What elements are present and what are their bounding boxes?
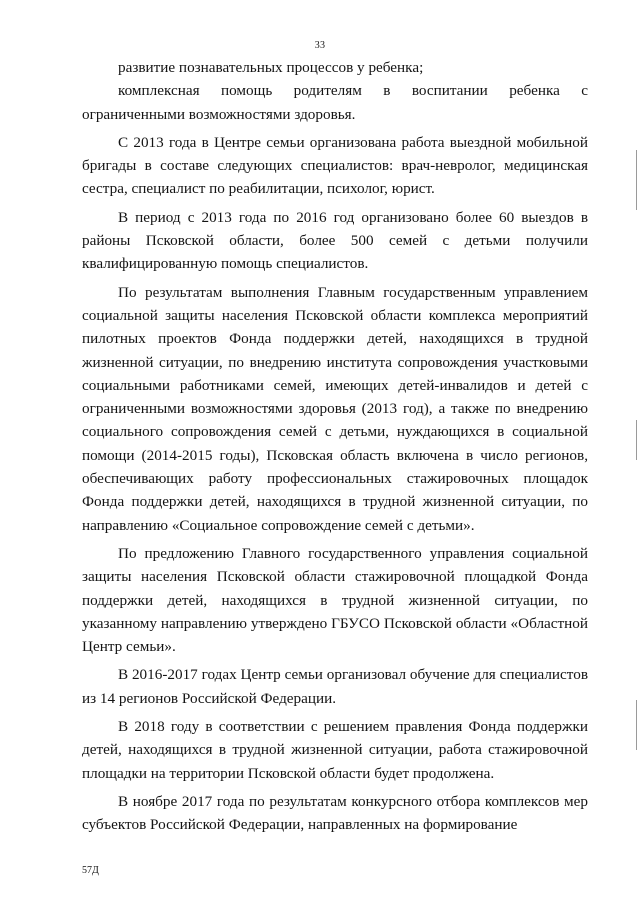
footer-code: 57Д: [82, 865, 99, 876]
paragraph: По предложению Главного государственного управления социальной защиты населения Псковской области стажировочной площадкой Фонда поддержки детей, находящихся в трудной жизненной ситуации, по указанному направлению утверждено ГБУСО Псковской области «Областной Центр семьи».: [82, 544, 588, 656]
scan-edge-mark: [636, 420, 637, 460]
page-number: 33: [314, 40, 326, 51]
document-body: [82, 56, 588, 842]
paragraph: С 2013 года в Центре семьи организована работа выездной мобильной бригады в составе следующих специалистов: врач-невролог, медицинская сестра, специалист по реабилитации, психолог, юрист.: [82, 133, 588, 198]
paragraph: В 2016-2017 годах Центр семьи организовал обучение для специалистов из 14 регионов Российской Федерации.: [82, 666, 588, 707]
scan-edge-mark: [636, 700, 637, 750]
scan-edge-mark: [636, 150, 637, 210]
paragraph: развитие познавательных процессов у ребенка;: [118, 59, 424, 76]
paragraph: По результатам выполнения Главным государственным управлением социальной защиты населения Псковской области комплекса мероприятий пилотных проектов Фонда поддержки детей, находящихся в трудной жизненной ситуации, по внедрению института сопровождения участковыми социальными работниками семей, имеющих детей-инвалидов и детей с ограниченными возможностями здоровья (2013 год), а также по внедрению социального сопровождения семей с детьми, нуждающихся в социальной помощи (2014-2015 годы), Псковская область включена в число регионов, обеспечивающих работу профессиональных стажировочных площадок Фонда поддержки детей, находящихся в трудной жизненной ситуации, по направлению «Социальное сопровождение семей с детьми».: [82, 283, 588, 534]
paragraph: В ноябре 2017 года по результатам конкурсного отбора комплексов мер субъектов Российской Федерации, направленных на формирование: [82, 792, 588, 834]
paragraph: В период с 2013 года по 2016 год организовано более 60 выездов в районы Псковской области, более 500 семей с детьми получили квалифицированную помощь специалистов.: [82, 208, 588, 273]
paragraph: комплексная помощь родителям в воспитании ребенка с ограниченными возможностями здоровья.: [82, 82, 588, 123]
paragraph: В 2018 году в соответствии с решением правления Фонда поддержки детей, находящихся в трудной жизненной ситуации, работа стажировочной площадки на территории Псковской области будет продолжена.: [82, 718, 588, 782]
